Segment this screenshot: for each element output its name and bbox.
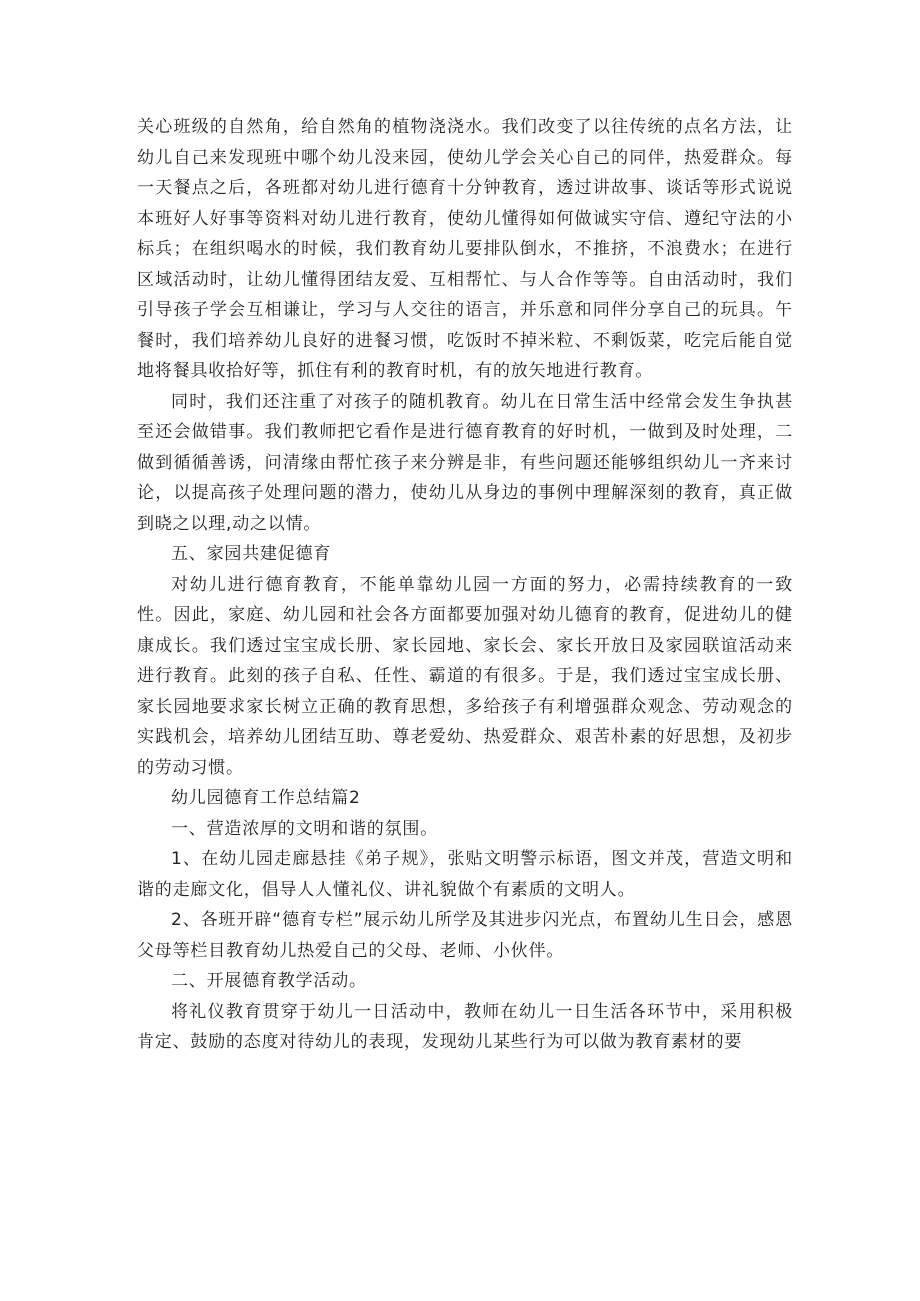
paragraph-1: 关心班级的自然角，给自然角的植物浇浇水。我们改变了以往传统的点名方法，让幼儿自己来发现班中哪个幼儿没来园，使幼儿学会关心自己的同伴，热爱群众。每一天餐点之后，各班都对幼儿进行德育十分钟教育，透过讲故事、谈话等形式说说本班好人好事等资料对幼儿进行教育，使幼儿懂得如何做诚实守信、遵纪守法的小标兵；在组织喝水的时候，我们教育幼儿要排队倒水，不推挤，不浪费水；在进行区域活动时，让幼儿懂得团结友爱、互相帮忙、与人合作等等。自由活动时，我们引导孩子学会互相谦让，学习与人交往的语言，并乐意和同伴分享自己的玩具。午餐时，我们培养幼儿良好的进餐习惯，吃饭时不掉米粒、不剩饭菜，吃完后能自觉地将餐具收拾好等，抓住有利的教育时机，有的放矢地进行教育。 [137, 117, 793, 381]
document-body [137, 112, 793, 1058]
paragraph-4: 将礼仪教育贯穿于幼儿一日活动中，教师在幼儿一日生活各环节中，采用积极肯定、鼓励的态度对待幼儿的表现，发现幼儿某些行为可以做为教育素材的要 [137, 1001, 793, 1052]
section-heading-1: 一、营造浓厚的文明和谐的氛围。 [171, 818, 438, 839]
section-heading-2: 二、开展德育教学活动。 [171, 971, 367, 991]
list-item-2: 2、各班开辟“德育专栏”展示幼儿所学及其进步闪光点，布置幼儿生日会，感恩父母等栏目教育幼儿热爱自己的父母、老师、小伙伴。 [137, 910, 793, 961]
paragraph-2: 同时，我们还注重了对孩子的随机教育。幼儿在日常生活中经常会发生争执甚至还会做错事。我们教师把它看作是进行德育教育的好时机，一做到及时处理，二做到循循善诱，问清缘由帮忙孩子来分辨是非，有些问题还能够组织幼儿一齐来讨论，以提高孩子处理问题的潜力，使幼儿从身边的事例中理解深刻的教育，真正做到晓之以理,动之以情。 [137, 391, 793, 534]
paragraph-3: 对幼儿进行德育教育，不能单靠幼儿园一方面的努力，必需持续教育的一致性。因此，家庭、幼儿园和社会各方面都要加强对幼儿德育的教育，促进幼儿的健康成长。我们透过宝宝成长册、家长园地、家长会、家长开放日及家园联谊活动来进行教育。此刻的孩子自私、任性、霸道的有很多。于是，我们透过宝宝成长册、家长园地要求家长树立正确的教育思想，多给孩子有利增强群众观念、劳动观念的实践机会，培养幼儿团结互助、尊老爱幼、热爱群众、艰苦朴素的好思想，及初步的劳动习惯。 [137, 574, 793, 778]
list-item-1: 1、在幼儿园走廊悬挂《弟子规》，张贴文明警示标语，图文并茂，营造文明和谐的走廊文化，倡导人人懂礼仪、讲礼貌做个有素质的文明人。 [137, 849, 793, 900]
section-heading-5: 五、家园共建促德育 [171, 544, 332, 564]
article-title-2: 幼儿园德育工作总结篇2 [171, 788, 361, 808]
